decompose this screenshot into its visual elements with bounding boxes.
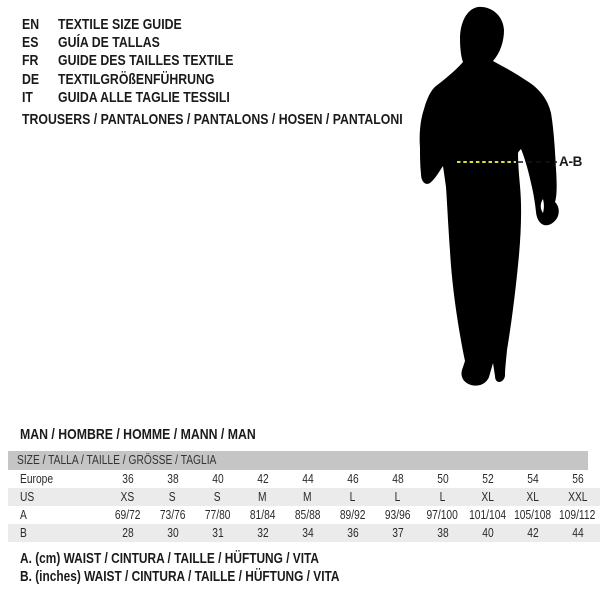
language-label: GUÍA DE TALLAS	[58, 34, 160, 52]
size-cell	[285, 488, 330, 506]
size-cell	[510, 470, 555, 488]
measure-line-label: A-B	[559, 154, 583, 169]
size-cell-value: 105/108	[514, 508, 552, 522]
size-row-europe	[8, 470, 600, 488]
size-cell	[240, 506, 285, 524]
size-cell	[465, 506, 510, 524]
size-cell	[285, 470, 330, 488]
size-cell-value: 73/76	[159, 508, 186, 522]
size-row-b	[8, 524, 600, 542]
size-cell-value: 32	[256, 526, 269, 540]
note-b-text: B. (inches) WAIST / CINTURA / TAILLE / HÜFTUNG / VITA	[20, 569, 340, 585]
size-cell-value: 40	[481, 526, 494, 540]
size-cell	[105, 524, 150, 542]
size-cell	[420, 506, 465, 524]
size-cell	[240, 524, 285, 542]
size-cell-value: XXL	[567, 490, 588, 504]
size-cell	[555, 488, 600, 506]
size-cell-value: S	[214, 490, 221, 504]
size-table-header	[8, 451, 588, 470]
size-cell	[465, 488, 510, 506]
language-row-de	[22, 71, 272, 89]
size-cell	[195, 506, 240, 524]
man-silhouette-svg	[400, 0, 600, 420]
size-cell-value: 56	[571, 472, 584, 486]
size-cell	[285, 524, 330, 542]
size-cell	[375, 506, 420, 524]
notes	[20, 550, 410, 586]
size-cell	[330, 470, 375, 488]
size-cell-value: 28	[121, 526, 134, 540]
size-cell-value: 52	[481, 472, 494, 486]
size-cell-value: 81/84	[249, 508, 276, 522]
size-cell	[465, 524, 510, 542]
note-a-text: A. (cm) WAIST / CINTURA / TAILLE / HÜFTUNG / VITA	[20, 551, 320, 567]
size-cell-value: 37	[391, 526, 404, 540]
size-row-label	[8, 488, 105, 506]
size-cell-value: 89/92	[339, 508, 366, 522]
language-row-en	[22, 16, 272, 34]
size-cell	[420, 488, 465, 506]
size-cell-value: M	[303, 490, 312, 504]
size-cell-value: 50	[436, 472, 449, 486]
language-code: IT	[22, 88, 33, 106]
language-row-es	[22, 34, 272, 52]
size-row-label-text: A	[20, 508, 27, 522]
size-cell-value: 40	[211, 472, 224, 486]
man-silhouette	[420, 7, 559, 386]
size-cell-value: 36	[121, 472, 134, 486]
size-cell-value: 93/96	[384, 508, 411, 522]
size-cell-value: 85/88	[294, 508, 321, 522]
size-cell-value: 30	[166, 526, 179, 540]
figure-silhouette	[400, 0, 600, 420]
size-cell-value: S	[169, 490, 176, 504]
size-cell	[150, 524, 195, 542]
size-cell	[510, 488, 555, 506]
size-cell-value: XL	[526, 490, 539, 504]
size-row-label-text: US	[20, 490, 35, 504]
size-cell	[330, 488, 375, 506]
category-title-label: TROUSERS / PANTALONES / PANTALONS / HOSEN / PANTALONI	[22, 111, 403, 128]
size-row-label-text: Europe	[20, 472, 54, 486]
size-cell-value: 44	[301, 472, 314, 486]
size-table-grid	[8, 470, 600, 542]
size-cell	[285, 506, 330, 524]
size-cell-value: 109/112	[559, 508, 596, 522]
note-b	[20, 568, 410, 586]
size-cell	[150, 506, 195, 524]
size-cell	[195, 488, 240, 506]
size-cell-value: 97/100	[426, 508, 459, 522]
size-cell	[105, 488, 150, 506]
note-a	[20, 550, 410, 568]
size-cell	[330, 506, 375, 524]
size-cell-value: 54	[526, 472, 539, 486]
size-cell	[195, 524, 240, 542]
size-cell	[510, 506, 555, 524]
gender-label-text: MAN / HOMBRE / HOMME / MANN / MAN	[20, 426, 256, 443]
size-cell-value: 101/104	[469, 508, 507, 522]
size-table-body	[8, 470, 600, 542]
language-label: GUIDE DES TAILLES TEXTILE	[58, 52, 234, 70]
size-cell-value: 34	[301, 526, 314, 540]
size-cell	[465, 470, 510, 488]
language-code: DE	[22, 70, 40, 88]
size-cell	[375, 470, 420, 488]
language-label: GUIDA ALLE TAGLIE TESSILI	[58, 88, 230, 106]
size-cell-value: 42	[526, 526, 539, 540]
language-label: TEXTILGRÖßENFÜHRUNG	[58, 70, 215, 88]
gender-label	[20, 426, 307, 443]
language-list	[22, 16, 272, 107]
size-cell	[420, 524, 465, 542]
size-cell-value: 77/80	[204, 508, 231, 522]
size-cell	[420, 470, 465, 488]
size-cell-value: 44	[571, 526, 584, 540]
size-cell	[105, 506, 150, 524]
size-table	[8, 451, 596, 542]
size-row-label-text: B	[20, 526, 27, 540]
size-row-label	[8, 470, 105, 488]
size-cell-value: 38	[436, 526, 449, 540]
language-code: FR	[22, 52, 39, 70]
size-cell-value: L	[349, 490, 356, 504]
size-cell	[240, 470, 285, 488]
size-cell	[555, 470, 600, 488]
size-table-header-label: SIZE / TALLA / TAILLE / GRÖSSE / TAGLIA	[17, 453, 217, 467]
size-cell-value: M	[258, 490, 267, 504]
language-row-it	[22, 89, 272, 107]
language-label: TEXTILE SIZE GUIDE	[58, 16, 182, 33]
size-cell-value: 36	[346, 526, 359, 540]
size-cell	[555, 506, 600, 524]
size-cell	[105, 470, 150, 488]
size-cell-value: 46	[346, 472, 359, 486]
language-code: ES	[22, 34, 39, 52]
size-cell	[375, 488, 420, 506]
language-row-fr	[22, 52, 272, 70]
size-cell	[375, 524, 420, 542]
size-cell	[510, 524, 555, 542]
size-cell-value: XS	[120, 490, 135, 504]
size-row-label	[8, 524, 105, 542]
size-cell-value: L	[439, 490, 446, 504]
size-row-a	[8, 506, 600, 524]
size-cell-value: 69/72	[114, 508, 141, 522]
size-cell	[150, 470, 195, 488]
size-cell	[195, 470, 240, 488]
size-cell	[330, 524, 375, 542]
size-cell	[240, 488, 285, 506]
language-code: EN	[22, 16, 40, 33]
size-cell-value: XL	[481, 490, 494, 504]
size-cell-value: 31	[211, 526, 224, 540]
size-cell-value: 38	[166, 472, 179, 486]
size-cell-value: L	[394, 490, 401, 504]
size-cell-value: 48	[391, 472, 404, 486]
size-cell-value: 42	[256, 472, 269, 486]
size-cell	[150, 488, 195, 506]
size-row-label	[8, 506, 105, 524]
size-row-us	[8, 488, 600, 506]
size-cell	[555, 524, 600, 542]
